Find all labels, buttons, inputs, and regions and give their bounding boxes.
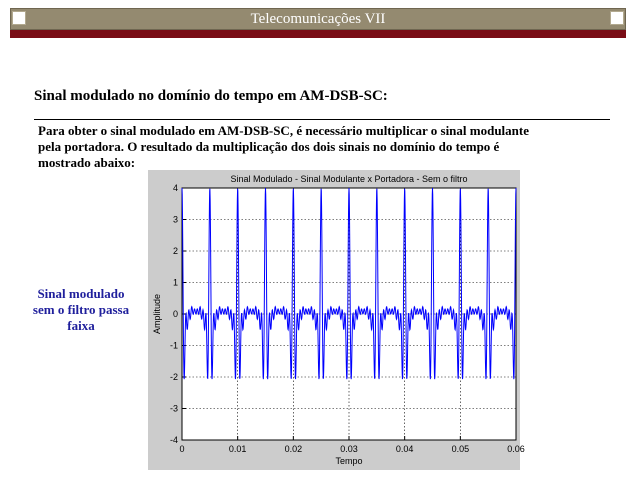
y-tick-label: 3 <box>172 214 178 225</box>
side-label-line-2: sem o filtro passa <box>32 302 130 317</box>
y-axis-label: Amplitude <box>152 293 162 335</box>
x-tick-label: 0.05 <box>451 444 470 454</box>
paragraph-line-1: Para obter o sinal modulado em AM-DSB-SC, é necessário multiplicar o sinal modulante <box>38 123 529 138</box>
y-tick-label: -3 <box>169 403 178 414</box>
plot-panel <box>148 170 525 470</box>
x-tick-label: 0.01 <box>228 444 247 454</box>
title-stripe <box>10 30 626 38</box>
chart-title: Sinal Modulado - Sinal Modulante x Portadora - Sem o filtro <box>230 174 468 184</box>
y-tick-label: 4 <box>172 183 178 193</box>
x-tick-label: 0 <box>179 444 185 454</box>
paragraph-line-2: pela portadora. O resultado da multiplicação dos dois sinais no domínio do tempo é <box>38 139 500 154</box>
x-tick-label: 0.03 <box>340 444 358 454</box>
y-tick-label: -2 <box>169 372 178 382</box>
side-label-line-3: faixa <box>67 318 95 333</box>
y-tick-label: 2 <box>172 246 178 256</box>
side-label <box>26 286 136 334</box>
section-heading: Sinal modulado no domínio do tempo em AM-DSB-SC: <box>34 88 388 104</box>
paragraph-line-3: mostrado abaixo: <box>38 155 136 170</box>
y-tick-label: -4 <box>169 435 178 445</box>
x-tick-label: 0.02 <box>284 444 303 454</box>
x-tick-label: 0.06 <box>507 444 525 454</box>
x-axis-label: Tempo <box>335 456 363 466</box>
x-tick-label: 0.04 <box>395 444 414 454</box>
y-tick-label: -1 <box>169 340 178 351</box>
y-tick-label: 0 <box>172 309 178 319</box>
signal-chart <box>148 170 525 470</box>
title-bar <box>10 8 626 38</box>
heading-rule <box>34 119 610 120</box>
side-label-line-1: Sinal modulado <box>37 286 125 301</box>
slide-title: Telecomunicações VII <box>250 11 386 27</box>
description-paragraph <box>38 123 598 171</box>
y-tick-label: 1 <box>172 277 178 288</box>
